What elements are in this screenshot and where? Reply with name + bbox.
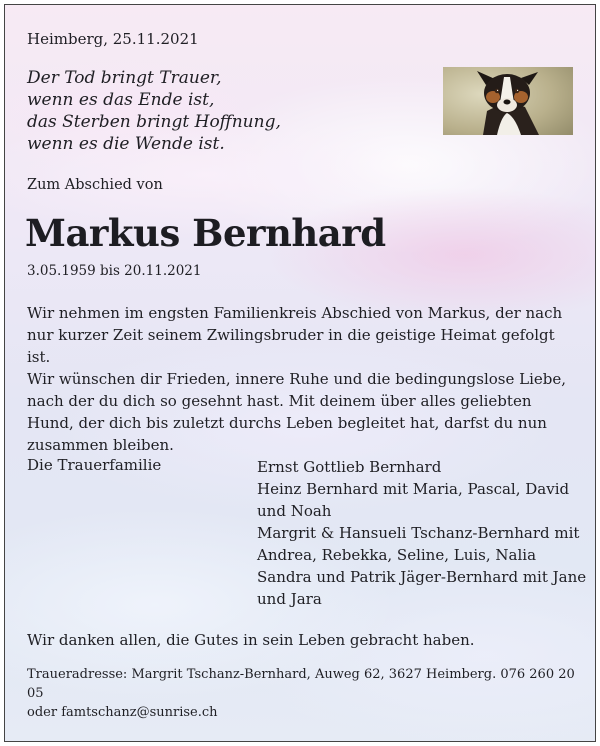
family-members-list: [257, 456, 587, 610]
farewell-intro: Zum Abschied von: [27, 177, 163, 193]
dog-photo: [443, 67, 573, 135]
contact-info: [27, 665, 582, 722]
poem-line: Der Tod bringt Trauer,: [27, 68, 222, 88]
lifespan-dates: 3.05.1959 bis 20.11.2021: [27, 263, 202, 279]
contact-address: Traueradresse: Margrit Tschanz-Bernhard, Auweg 62, 3627 Heimberg. 076 260 20 05: [27, 667, 575, 701]
dog-image: [443, 67, 573, 135]
poem-line: wenn es das Ende ist,: [27, 90, 215, 110]
poem: [27, 67, 281, 155]
farewell-paragraph: Wir nehmen im engsten Familienkreis Abschied von Markus, der nach nur kurzer Zeit seinem Zwilingsbruder in die geistige Heimat gefolgt ist.: [27, 304, 563, 366]
place-date: Heimberg, 25.11.2021: [27, 30, 199, 48]
deceased-name: Markus Bernhard: [25, 211, 386, 255]
family-member: Heinz Bernhard mit Maria, Pascal, David und Noah: [257, 480, 570, 520]
poem-line: das Sterben bringt Hoffnung,: [27, 112, 281, 132]
poem-line: wenn es die Wende ist.: [27, 134, 225, 154]
family-member: Ernst Gottlieb Bernhard: [257, 458, 442, 476]
family-member: Sandra und Patrik Jäger-Bernhard mit Jane und Jara: [257, 568, 587, 608]
wishes-paragraph: Wir wünschen dir Frieden, innere Ruhe und die bedingungslose Liebe, nach der du dich so gesehnt hast. Mit deinem über alles geliebten Hund, der dich bis zuletzt durchs Leben begleitet hat, darfst du nun zusammen bleiben.: [27, 370, 567, 454]
thanks-line: Wir danken allen, die Gutes in sein Leben gebracht haben.: [27, 631, 475, 649]
family-member: Margrit & Hansueli Tschanz-Bernhard mit Andrea, Rebekka, Seline, Luis, Nalia: [257, 524, 580, 564]
family-label: Die Trauerfamilie: [27, 456, 162, 474]
obituary-notice: [4, 4, 596, 742]
contact-email: oder famtschanz@sunrise.ch: [27, 705, 218, 720]
